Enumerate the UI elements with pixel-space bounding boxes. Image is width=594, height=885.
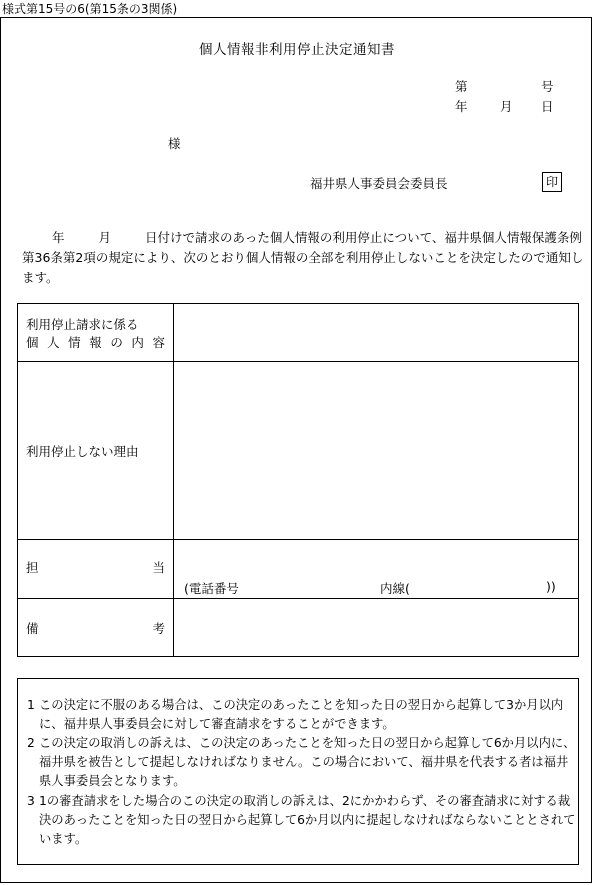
- content-label: [18, 304, 174, 362]
- body-month-label: 月: [98, 230, 112, 245]
- extension-close: )): [546, 579, 556, 594]
- number-prefix: 第: [455, 79, 468, 94]
- remarks-label: [18, 599, 174, 657]
- body-paragraph: [22, 228, 588, 288]
- label-char: 担: [26, 560, 39, 575]
- date-day-label: 日: [541, 99, 554, 114]
- phone-number-label: (電話番号: [184, 581, 239, 596]
- content-label-line1: 利用停止請求に係る: [26, 316, 139, 332]
- remarks-value-cell[interactable]: [174, 599, 579, 657]
- recipient-honorific: 様: [168, 136, 181, 151]
- label-char: 考: [152, 620, 165, 636]
- date-year-label: 年: [455, 99, 468, 114]
- number-suffix: 号: [541, 79, 554, 94]
- note-text: この決定の取消しの訴えは、この決定のあったことを知った日の翌日から起算して6か月以内に、福井県を被告として提起しなければなりません。この場合において、福井県を代表する者は福井県人事委員会となります。: [39, 736, 576, 788]
- issuer-name: 福井県人事委員会委員長: [310, 176, 448, 191]
- body-text: 日付けで請求のあった個人情報の利用停止について、福井県個人情報保護条例第36条第2項の規定により、次のとおり個人情報の全部を利用停止しないことを決定したので通知します。: [22, 230, 584, 285]
- label-char: 内: [131, 334, 144, 350]
- label-char: 人: [47, 334, 60, 350]
- content-value-cell[interactable]: [174, 304, 579, 362]
- body-year-label: 年: [52, 230, 65, 245]
- seal-mark: 印: [542, 172, 562, 192]
- date-month-label: 月: [500, 99, 513, 114]
- contact-row: [18, 540, 579, 599]
- label-char: の: [110, 334, 123, 350]
- reason-label: 利用停止しない理由: [18, 362, 174, 540]
- reason-value-cell[interactable]: [174, 362, 579, 540]
- note-item: [27, 734, 577, 791]
- form-number-label: 様式第15号の6(第15条の3関係): [2, 2, 178, 16]
- label-char: 情: [68, 334, 81, 350]
- note-item: [27, 792, 577, 849]
- note-text: この決定に不服のある場合は、この決定のあったことを知った日の翌日から起算して3か月以内に、福井県人事委員会に対して審査請求をすることができます。: [39, 698, 564, 731]
- contact-label: [18, 540, 174, 599]
- label-char: 個: [26, 334, 39, 350]
- notes-box: [17, 678, 579, 865]
- reason-row: [18, 362, 579, 540]
- label-char: 報: [89, 334, 102, 350]
- content-label-line2: [26, 333, 173, 351]
- label-char: 容: [152, 334, 165, 350]
- info-table: [17, 303, 579, 657]
- note-number: 2: [27, 736, 35, 750]
- document-title: 個人情報非利用停止決定通知書: [199, 42, 395, 58]
- label-char: 当: [152, 560, 165, 575]
- remarks-row: [18, 599, 579, 657]
- note-number: 1: [27, 698, 35, 712]
- note-item: [27, 696, 577, 734]
- content-row: [18, 304, 579, 362]
- extension-label: 内線(: [380, 581, 410, 596]
- note-text: 1の審査請求をした場合のこの決定の取消しの訴えは、2にかかわらず、その審査請求に対する裁決のあったことを知った日の翌日から起算して6か月以内に提起しなければならないこととされています。: [39, 794, 576, 846]
- label-char: 備: [26, 620, 39, 636]
- note-number: 3: [27, 794, 35, 808]
